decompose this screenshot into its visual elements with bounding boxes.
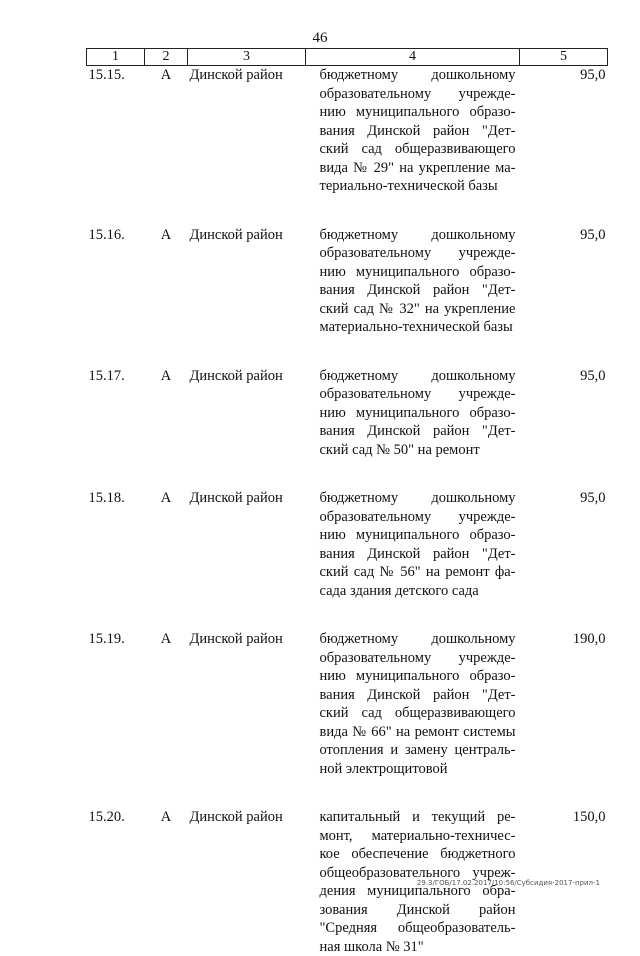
description-line: нию муниципального образо- (320, 103, 516, 122)
row-description (306, 196, 520, 337)
description-line: образовательному учрежде- (320, 385, 516, 404)
description-line: вида № 66" на ремонт системы (320, 723, 516, 742)
page-number: 46 (0, 30, 640, 47)
column-header: 2 (145, 49, 188, 66)
description-line: бюджетному дошкольному (320, 367, 516, 386)
description-line: отопления и замену централь- (320, 741, 516, 760)
row-description (306, 66, 520, 196)
table-row (87, 459, 608, 600)
description-line: нию муниципального образо- (320, 404, 516, 423)
description-line: образовательному учрежде- (320, 649, 516, 668)
description-line: общеобразовательного учреж- (320, 864, 516, 883)
description-line: ский сад общеразвивающего (320, 140, 516, 159)
row-district: Динской район (188, 196, 306, 337)
table-row (87, 778, 608, 956)
description-line: "Средняя общеобразователь- (320, 919, 516, 938)
description-line: вания Динской район "Дет- (320, 686, 516, 705)
row-district: Динской район (188, 337, 306, 460)
column-header: 3 (188, 49, 306, 66)
row-number: 15.17. (87, 337, 145, 460)
row-district: Динской район (188, 459, 306, 600)
row-amount: 95,0 (520, 196, 608, 337)
description-line: нию муниципального образо- (320, 526, 516, 545)
table-row (87, 337, 608, 460)
subsidy-table (86, 48, 608, 956)
description-line: ский сад общеразвивающего (320, 704, 516, 723)
row-category: А (145, 778, 188, 956)
table-row (87, 196, 608, 337)
row-number: 15.16. (87, 196, 145, 337)
row-category: А (145, 196, 188, 337)
row-district: Динской район (188, 778, 306, 956)
row-description (306, 459, 520, 600)
description-line: дения муниципального обра- (320, 882, 516, 901)
row-description (306, 778, 520, 956)
row-amount: 95,0 (520, 66, 608, 196)
description-line: нию муниципального образо- (320, 667, 516, 686)
description-line: бюджетному дошкольному (320, 226, 516, 245)
description-line: бюджетному дошкольному (320, 66, 516, 85)
description-line: вания Динской район "Дет- (320, 545, 516, 564)
description-line: вания Динской район "Дет- (320, 122, 516, 141)
description-line: нию муниципального образо- (320, 263, 516, 282)
footer-stamp: 29.3/ГОБ/17.02.2017/10:56/Субсидия-2017-прил-1 (417, 879, 600, 887)
row-category: А (145, 459, 188, 600)
description-line: териально-технической базы (320, 177, 516, 196)
row-category: А (145, 66, 188, 196)
table-row (87, 600, 608, 778)
row-number: 15.15. (87, 66, 145, 196)
row-amount: 190,0 (520, 600, 608, 778)
row-number: 15.19. (87, 600, 145, 778)
row-description (306, 337, 520, 460)
description-line: ной электрощитовой (320, 760, 516, 779)
description-line: вания Динской район "Дет- (320, 281, 516, 300)
row-district: Динской район (188, 600, 306, 778)
description-line: ная школа № 31" (320, 938, 516, 956)
row-category: А (145, 337, 188, 460)
description-line: материально-технической базы (320, 318, 516, 337)
description-line: ский сад № 56" на ремонт фа- (320, 563, 516, 582)
description-line: вида № 29" на укрепление ма- (320, 159, 516, 178)
description-line: сада здания детского сада (320, 582, 516, 601)
description-line: ский сад № 50" на ремонт (320, 441, 516, 460)
row-number: 15.18. (87, 459, 145, 600)
column-header: 5 (520, 49, 608, 66)
row-category: А (145, 600, 188, 778)
table-body (87, 66, 608, 956)
column-header: 1 (87, 49, 145, 66)
description-line: ский сад № 32" на укрепление (320, 300, 516, 319)
description-line: зования Динской район (320, 901, 516, 920)
row-amount: 95,0 (520, 459, 608, 600)
table-row (87, 66, 608, 196)
description-line: капитальный и текущий ре- (320, 808, 516, 827)
row-amount: 95,0 (520, 337, 608, 460)
description-line: образовательному учрежде- (320, 244, 516, 263)
row-amount: 150,0 (520, 778, 608, 956)
description-line: образовательному учрежде- (320, 508, 516, 527)
row-description (306, 600, 520, 778)
description-line: монт, материально-техничес- (320, 827, 516, 846)
description-line: бюджетному дошкольному (320, 489, 516, 508)
description-line: вания Динской район "Дет- (320, 422, 516, 441)
description-line: бюджетному дошкольному (320, 630, 516, 649)
column-header: 4 (306, 49, 520, 66)
row-district: Динской район (188, 66, 306, 196)
description-line: кое обеспечение бюджетного (320, 845, 516, 864)
column-number-row (87, 49, 608, 66)
description-line: образовательному учрежде- (320, 85, 516, 104)
row-number: 15.20. (87, 778, 145, 956)
